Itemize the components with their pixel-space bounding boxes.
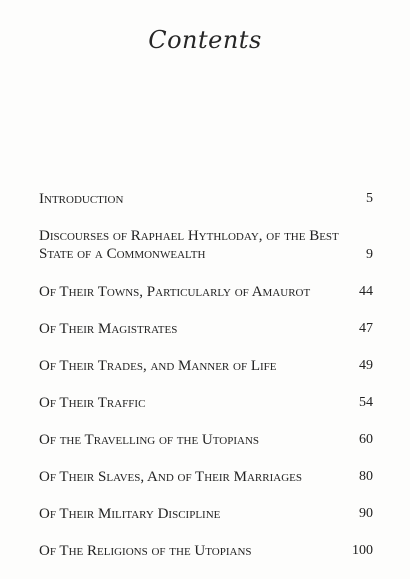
toc-entry-page: 47 — [359, 321, 373, 336]
toc-entry-page: 60 — [359, 432, 373, 447]
toc-entry-page: 44 — [359, 284, 373, 299]
toc-entry[interactable] — [39, 320, 373, 337]
toc-entry-page: 80 — [359, 469, 373, 484]
toc-entry-page: 49 — [359, 358, 373, 373]
toc-entry[interactable] — [39, 283, 373, 300]
toc-entry-title: Of Their Slaves, And of Their Marriages — [39, 469, 302, 485]
toc-entry-page: 54 — [359, 395, 373, 410]
toc-entry-title: Of Their Towns, Particularly of Amaurot — [39, 284, 311, 300]
toc-entry-title: Introduction — [39, 191, 124, 207]
toc-entry-page: 90 — [359, 506, 373, 521]
toc-entry[interactable] — [39, 227, 373, 263]
toc-entry[interactable] — [39, 357, 373, 374]
toc-entry-title: Discourses of Raphael Hythloday, of the Best State of a Commonwealth — [39, 228, 339, 262]
toc-entry[interactable] — [39, 394, 373, 411]
toc-entry-title: Of the Travelling of the Utopians — [39, 432, 260, 448]
toc-entry-title: Of Their Magistrates — [39, 321, 178, 337]
toc-entry-page: 9 — [366, 247, 373, 262]
toc-entry[interactable] — [39, 468, 373, 485]
table-of-contents — [39, 190, 373, 579]
page-title: Contents — [148, 26, 262, 54]
toc-entry-page: 5 — [366, 191, 373, 206]
toc-entry-title: Of Their Trades, and Manner of Life — [39, 358, 277, 374]
toc-entry-title: Of Their Traffic — [39, 395, 146, 411]
toc-entry[interactable] — [39, 190, 373, 207]
toc-entry-title: Of The Religions of the Utopians — [39, 543, 252, 559]
toc-entry-title: Of Their Military Discipline — [39, 506, 221, 522]
toc-entry[interactable] — [39, 431, 373, 448]
toc-entry-page: 100 — [352, 543, 373, 558]
toc-entry[interactable] — [39, 542, 373, 559]
toc-entry[interactable] — [39, 505, 373, 522]
